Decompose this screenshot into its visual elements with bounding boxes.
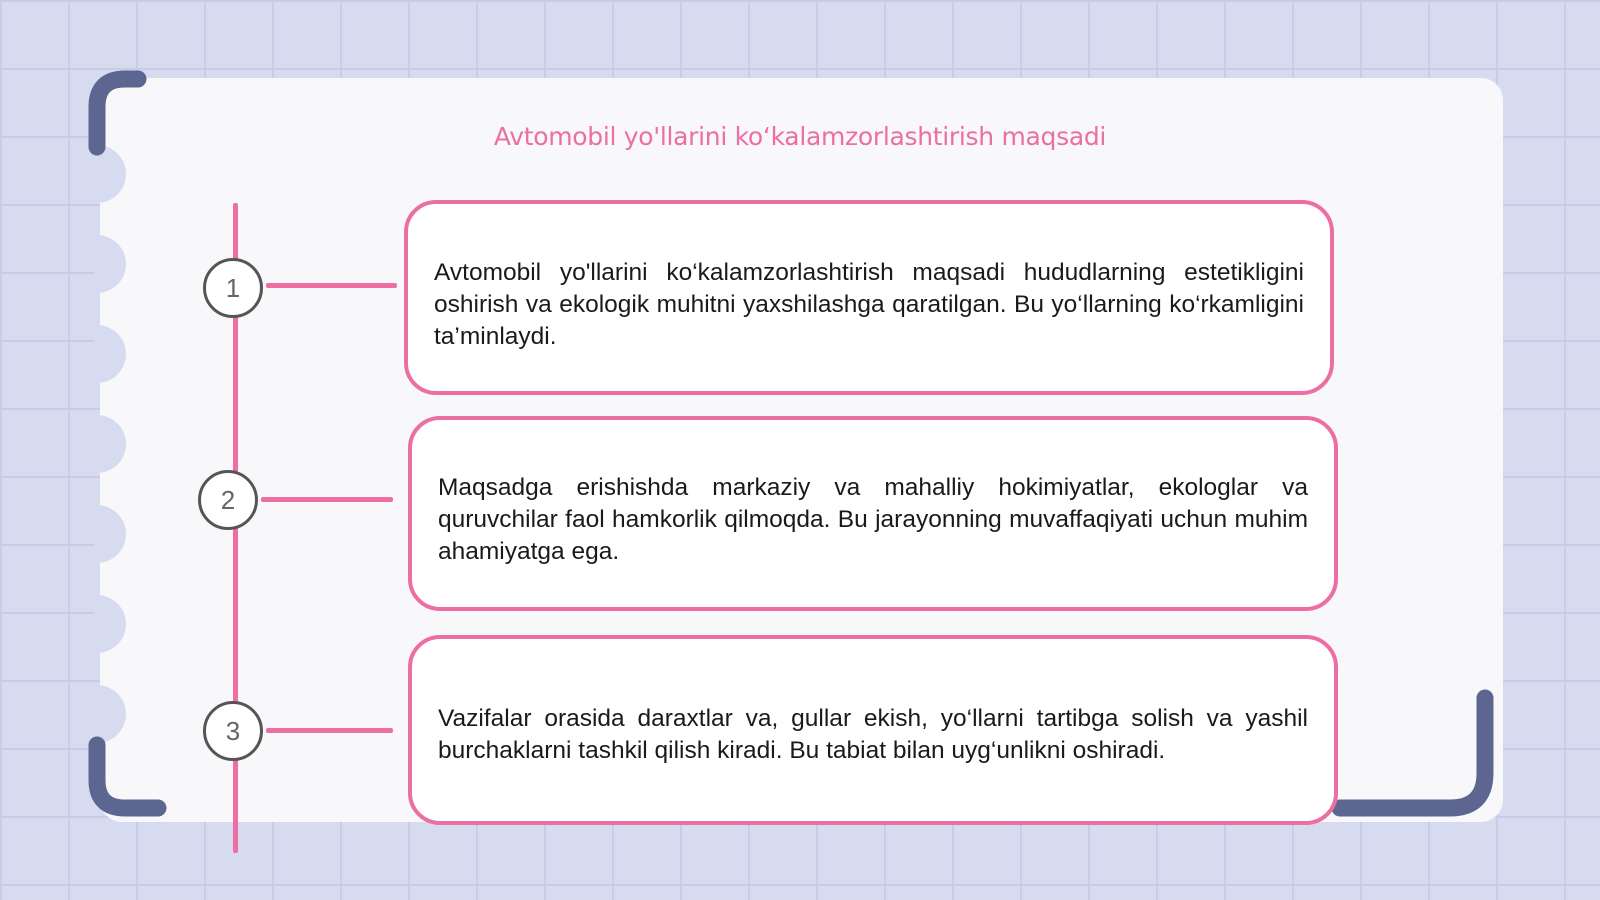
step-number-circle: 3 bbox=[203, 701, 263, 761]
step-text-box bbox=[408, 416, 1338, 611]
bottom-right-corner-bracket bbox=[1330, 685, 1510, 830]
step-connector bbox=[266, 728, 393, 733]
step-number-circle: 2 bbox=[198, 470, 258, 530]
step-text-box bbox=[408, 635, 1338, 825]
bottom-left-corner-bracket bbox=[80, 735, 180, 830]
step-connector bbox=[266, 283, 397, 288]
step-number-circle: 1 bbox=[203, 258, 263, 318]
step-text: Avtomobil yo'llarini ko‘kalamzorlashtirish maqsadi hududlarning estetikligini oshirish va ekologik muhitni yaxshilashga qaratilgan. Bu yo‘llarning ko‘rkamligini ta’minlaydi. bbox=[434, 259, 1304, 350]
step-text: Maqsadga erishishda markaziy va mahalliy hokimiyatlar, ekologlar va quruvchilar faol hamkorlik qilmoqda. Bu jarayonning muvaffaqiyati uchun muhim ahamiyatga ega. bbox=[438, 474, 1308, 565]
step-text-box bbox=[404, 200, 1334, 395]
step-text: Vazifalar orasida daraxtlar va, gullar ekish, yo‘llarni tartibga solish va yashil burchaklarni tashkil qilish kiradi. Bu tabiat bilan uyg‘unlikni oshiradi. bbox=[438, 705, 1308, 764]
slide-title: Avtomobil yo'llarini ko‘kalamzorlashtirish maqsadi bbox=[493, 122, 1107, 151]
step-connector bbox=[261, 497, 393, 502]
